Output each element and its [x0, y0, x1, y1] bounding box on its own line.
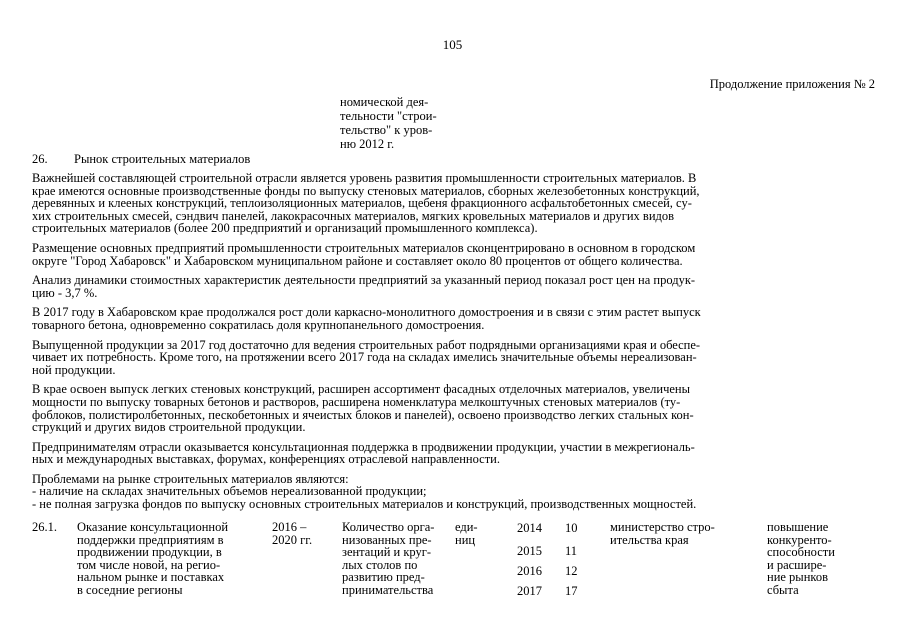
paragraph-line: Важнейшей составляющей строительной отрасли является уровень развития промышленности строительных материалов. В — [32, 171, 697, 185]
paragraph — [32, 473, 842, 511]
paragraph-line: крае имеются основные производственные фонды по выпуску стеновых материалов, сборных железобетонных конструкций, — [32, 183, 700, 198]
cell-line: ительства края — [610, 532, 689, 547]
paragraph-line: - наличие на складах значительных объемов нереализованной продукции; — [32, 484, 427, 499]
cell-line: еди- — [455, 520, 478, 534]
period-cell — [272, 521, 312, 546]
paragraph-line: цию - 3,7 %. — [32, 285, 98, 300]
cell-line: 2020 гг. — [272, 532, 313, 547]
cell-line: поддержки предприятиям в — [77, 532, 224, 547]
paragraph-line: Размещение основных предприятий промышленности строительных материалов сконцентрировано в основном в городском — [32, 240, 696, 255]
cell-line: способности — [767, 545, 835, 560]
cell-line: Оказание консультационной — [77, 520, 229, 534]
row-number: 26.1. — [32, 520, 57, 534]
cell-line: в соседние регионы — [77, 582, 183, 597]
section-number: 26. — [32, 152, 48, 166]
cell-line: Количество орга- — [342, 520, 435, 534]
indicator-value: 12 — [565, 564, 578, 578]
indicator-value: 17 — [565, 584, 578, 598]
paragraph-line: В крае освоен выпуск легких стеновых конструкций, расширен ассортимент фасадных отделочных материалов, увеличены — [32, 382, 691, 397]
page-number: 105 — [442, 37, 463, 52]
paragraph-line: Предпринимателям отрасли оказывается консультационная поддержка в продвижении продукции, участии в межрегиональ- — [32, 439, 695, 454]
paragraph-line: ных и международных выставках, форумах, конференциях отраслевой направленности. — [32, 452, 500, 467]
cell-line: низованных пре- — [342, 532, 432, 547]
year-value: 2014 — [517, 521, 542, 535]
continuation-note: Продолжение приложения № 2 — [709, 77, 875, 91]
section-title: Рынок строительных материалов — [74, 152, 251, 166]
year-value: 2015 — [517, 544, 542, 558]
unit-cell — [455, 521, 478, 546]
cell-line: принимательства — [342, 582, 434, 597]
paragraph-line: струкций и других видов строительной продукции. — [32, 420, 306, 435]
year-value: 2017 — [517, 584, 542, 598]
paragraph — [32, 339, 842, 377]
paragraph-line: В 2017 году в Хабаровском крае продолжался рост доли каркасно-монолитного домостроения и в связи с этим растет выпуск — [32, 305, 701, 320]
paragraph-line: мощности по выпуску товарных бетонов и растворов, расширена номенклатура мелкоштучных стеновых материалов (ту- — [32, 394, 681, 409]
paragraph-line: округе "Город Хабаровск" и Хабаровском муниципальном районе и составляет около 80 процентов от общего количества. — [32, 253, 683, 268]
cell-line: продвижении продукции, в — [77, 545, 222, 560]
paragraph-line: ной продукции. — [32, 362, 116, 377]
paragraph — [32, 172, 842, 235]
indicator-value: 11 — [565, 544, 578, 558]
indicator-cell — [342, 521, 434, 597]
cell-line: ниц — [455, 532, 476, 547]
indicator-value: 10 — [565, 521, 578, 535]
executor-cell — [610, 521, 715, 546]
cell-line: лых столов по — [342, 557, 418, 572]
table-fragment-cell — [340, 95, 437, 151]
paragraph-line: Выпущенной продукции за 2017 год достаточно для ведения строительных работ подрядными организациями края и обеспе- — [32, 337, 701, 352]
paragraph — [32, 242, 842, 267]
result-cell — [767, 521, 835, 597]
section-heading — [32, 152, 250, 167]
cell-line: и расшире- — [767, 557, 827, 572]
cell-line: зентаций и круг- — [342, 545, 432, 560]
paragraph — [32, 383, 842, 433]
paragraph — [32, 274, 842, 299]
paragraph-line: деревянных и клееных конструкций, теплоизоляционных материалов, щебеня фракционного асфальтобетонных смесей, су- — [32, 196, 692, 211]
fragment-line: ню 2012 г. — [340, 137, 395, 151]
paragraph-line: фоблоков, полистиролбетонных, пескобетонных и ячеистых блоков и панелей), освоено производство легких стальных кон- — [32, 407, 694, 422]
cell-line: сбыта — [767, 582, 799, 597]
cell-line: конкуренто- — [767, 532, 832, 547]
paragraph-line: строительных материалов (более 200 предприятий и организаций промышленного комплекса). — [32, 221, 538, 236]
cell-line: министерство стро- — [610, 520, 715, 534]
paragraph-line: хих строительных смесей, сэндвич панелей, лакокрасочных материалов, мягких кровельных материалов и других видов — [32, 208, 675, 223]
table-row — [32, 521, 852, 631]
year-value: 2016 — [517, 564, 542, 578]
section-body — [32, 172, 842, 518]
fragment-line: тельство" к уров- — [340, 123, 433, 137]
cell-line: ние рынков — [767, 570, 828, 585]
paragraph — [32, 306, 842, 331]
paragraph-line: - не полная загрузка фондов по выпуску основных строительных материалов и конструкций, производственных мощностей. — [32, 497, 697, 512]
paragraph-line: Анализ динамики стоимостных характеристик деятельности предприятий за указанный период показал рост цен на продук- — [32, 273, 696, 288]
cell-line: повышение — [767, 520, 829, 534]
paragraph-line: товарного бетона, одновременно сократилась доля крупнопанельного домостроения. — [32, 317, 485, 332]
cell-line: том числе новой, на регио- — [77, 557, 221, 572]
fragment-line: номической дея- — [340, 95, 429, 109]
values-cell — [565, 521, 578, 601]
cell-line: развитию пред- — [342, 570, 425, 585]
years-cell — [517, 521, 542, 601]
paragraph-line: чивает их потребность. Кроме того, на протяжении всего 2017 года на складах имелись значительные объемы нереализован- — [32, 350, 697, 365]
measure-name-cell — [77, 521, 228, 597]
paragraph-line: Проблемами на рынке строительных материалов являются: — [32, 471, 349, 486]
fragment-line: тельности "строи- — [340, 109, 437, 123]
cell-line: нальном рынке и поставках — [77, 570, 225, 585]
cell-line: 2016 – — [272, 520, 307, 534]
paragraph — [32, 441, 842, 466]
